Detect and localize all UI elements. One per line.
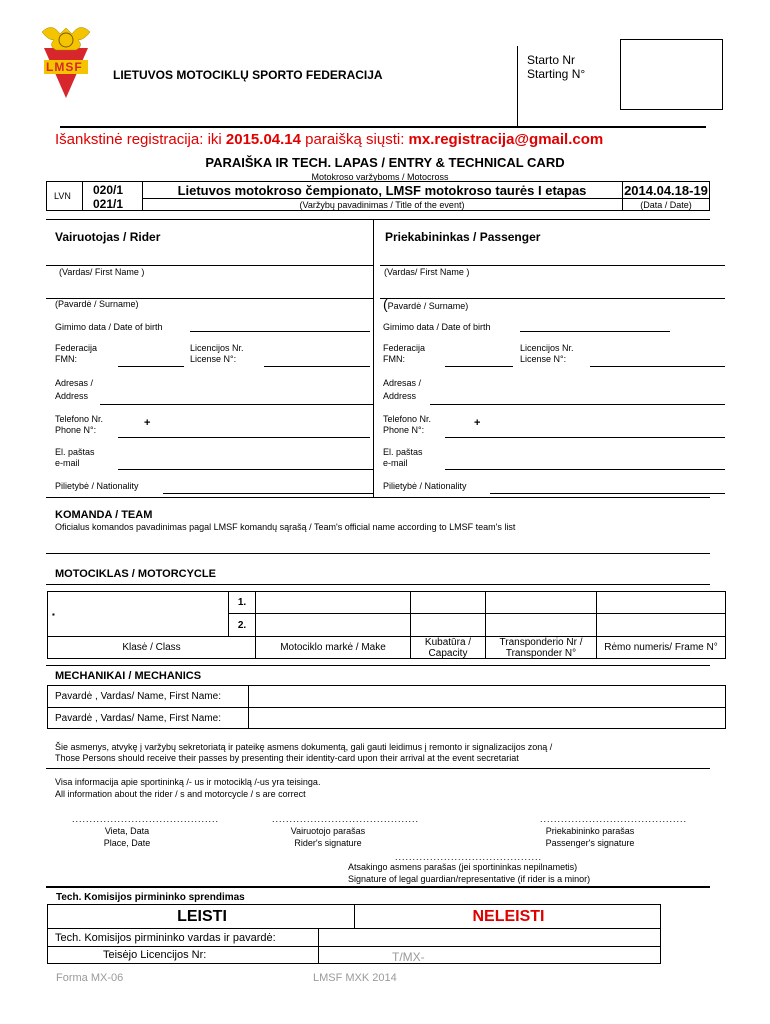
- passenger-heading: Priekabininkas / Passenger: [385, 230, 541, 244]
- guardian-signature-line[interactable]: ..........................................: [395, 852, 543, 862]
- passenger-surname-text: Pavardė / Surname): [387, 301, 469, 311]
- rider-first-name-field[interactable]: [46, 253, 373, 266]
- rider-phone-field[interactable]: [118, 426, 370, 438]
- transponder-cell-1[interactable]: [485, 591, 597, 614]
- rider-address-en: Address: [55, 391, 89, 401]
- passenger-phone-lt: Telefono Nr.: [383, 414, 432, 424]
- commission-table: [47, 904, 661, 964]
- passenger-address-lt: Adresas /: [383, 378, 422, 388]
- registration-middle: paraišką siųsti:: [300, 131, 409, 148]
- rider-address-lt: Adresas /: [55, 378, 94, 388]
- form-subtitle: Motokroso varžyboms / Motocross: [311, 172, 449, 182]
- passenger-nationality-field[interactable]: [490, 482, 725, 494]
- allow-label: LEISTI: [177, 908, 227, 925]
- logo-text: LMSF: [46, 60, 83, 74]
- commission-heading: Tech. Komisijos pirmininko sprendimas: [56, 892, 245, 903]
- rider-surname-field[interactable]: [46, 286, 373, 299]
- place-date-line[interactable]: ..........................................: [72, 814, 220, 824]
- event-date-caption: (Data / Date): [640, 200, 692, 210]
- form-title: PARAIŠKA IR TECH. LAPAS / ENTRY & TECHNICAL CARD: [205, 155, 565, 170]
- rider-address-field[interactable]: [100, 393, 373, 405]
- rider-signature-label: [268, 825, 388, 849]
- starting-number-box[interactable]: [620, 39, 723, 110]
- rider-federation-field[interactable]: [118, 355, 184, 367]
- passenger-license-lt: Licencijos Nr.: [520, 343, 574, 353]
- event-class-1: 020/1: [93, 183, 124, 197]
- form-number: Forma MX-06: [56, 972, 124, 984]
- passenger-nationality-label: Pilietybė / Nationality: [383, 481, 467, 491]
- column-capacity: Kubatūra / Capacity: [410, 636, 486, 659]
- passenger-email-label: [383, 447, 423, 469]
- rider-federation-label: [55, 343, 97, 365]
- passenger-sign-en: Passenger's signature: [545, 838, 635, 848]
- rider-license-field[interactable]: [264, 355, 370, 367]
- passenger-sign-lt: Priekabininko parašas: [545, 826, 635, 836]
- footer-code: LMSF MXK 2014: [313, 972, 397, 984]
- mechanic-1-field[interactable]: [248, 685, 726, 708]
- motorcycle-table: [47, 591, 726, 659]
- capacity-cell-2[interactable]: [410, 613, 486, 637]
- passenger-phone-plus: +: [474, 417, 481, 429]
- chair-name-label: Tech. Komisijos pirmininko vardas ir pavardė:: [55, 932, 276, 944]
- deny-label: NELEISTI: [472, 908, 545, 925]
- frame-cell-1[interactable]: [596, 591, 726, 614]
- passenger-license-en: License N°:: [520, 354, 567, 364]
- event-class-2: 021/1: [93, 197, 124, 211]
- rider-email-lt: El. paštas: [55, 447, 95, 457]
- judge-license-prefix: T/MX-: [392, 950, 425, 964]
- rider-first-name-label: (Vardas/ First Name ): [59, 267, 145, 277]
- row-number-2: 2.: [228, 613, 256, 637]
- passenger-license-field[interactable]: [590, 355, 725, 367]
- passenger-email-en: e-mail: [383, 458, 408, 468]
- judge-license-label-cell: [47, 946, 319, 964]
- passenger-address-en: Address: [383, 391, 417, 401]
- deny-option[interactable]: [354, 904, 661, 929]
- class-bullet: ▪: [52, 609, 55, 619]
- rider-phone-en: Phone N°:: [55, 425, 97, 435]
- passenger-address-field[interactable]: [430, 393, 725, 405]
- federation-name: LIETUVOS MOTOCIKLŲ SPORTO FEDERACIJA: [113, 68, 383, 82]
- rider-federation-en: FMN:: [55, 354, 77, 364]
- chair-name-field[interactable]: [318, 928, 661, 947]
- rider-surname-label: (Pavardė / Surname): [55, 299, 139, 309]
- event-date: 2014.04.18-19: [624, 183, 708, 198]
- rider-license-lt: Licencijos Nr.: [190, 343, 244, 353]
- rider-email-field[interactable]: [118, 458, 373, 470]
- judge-license-label: Teisėjo Licencijos Nr:: [103, 949, 207, 961]
- rider-phone-lt: Telefono Nr.: [55, 414, 104, 424]
- class-cell-top[interactable]: [47, 591, 229, 637]
- rider-nationality-field[interactable]: [163, 482, 373, 494]
- passenger-address-label: [383, 377, 421, 403]
- capacity-cell-1[interactable]: [410, 591, 486, 614]
- frame-cell-2[interactable]: [596, 613, 726, 637]
- mechanics-table: [47, 685, 726, 729]
- place-en: Place, Date: [103, 838, 151, 848]
- passenger-signature-line[interactable]: ..........................................: [540, 814, 688, 824]
- declaration-lt: Visa informacija apie sportininką /- us ir motociklą /-us yra teisinga.: [55, 777, 321, 787]
- registration-notice: [55, 131, 603, 148]
- team-name-field[interactable]: [46, 541, 710, 554]
- rider-address-label: [55, 377, 93, 403]
- lvn-label: LVN: [54, 191, 71, 201]
- event-name: Lietuvos motokroso čempionato, LMSF motokroso taurės I etapas: [177, 183, 587, 198]
- starting-number-label-en: Starting N°: [527, 67, 586, 81]
- column-class: Klasė / Class: [47, 636, 256, 659]
- passenger-birth-field[interactable]: [520, 320, 670, 332]
- passenger-birth-label: Gimimo data / Date of birth: [383, 322, 491, 332]
- rider-sign-en: Rider's signature: [294, 838, 362, 848]
- mechanics-heading: MECHANIKAI / MECHANICS: [55, 670, 202, 682]
- mechanic-1-label: Pavardė , Vardas/ Name, First Name:: [47, 685, 249, 708]
- mechanic-2-label: Pavardė , Vardas/ Name, First Name:: [47, 707, 249, 729]
- passenger-federation-field[interactable]: [445, 355, 513, 367]
- place-date-label: [72, 825, 182, 849]
- rider-federation-lt: Federacija: [55, 343, 98, 353]
- passenger-federation-label: [383, 343, 425, 365]
- registration-email: mx.registracija@gmail.com: [408, 131, 604, 148]
- passenger-first-name-field[interactable]: [380, 253, 725, 266]
- passenger-phone-label: [383, 414, 431, 436]
- column-make: Motociklo markė / Make: [255, 636, 411, 659]
- passenger-phone-field[interactable]: [445, 426, 725, 438]
- rider-phone-label: [55, 414, 103, 436]
- rider-birth-field[interactable]: [190, 320, 370, 332]
- make-cell-1[interactable]: [255, 591, 411, 614]
- passenger-federation-en: FMN:: [383, 354, 405, 364]
- mechanic-2-field[interactable]: [248, 707, 726, 729]
- motorcycle-heading: MOTOCIKLAS / MOTORCYCLE: [55, 568, 216, 580]
- make-cell-2[interactable]: [255, 613, 411, 637]
- rider-license-en: License N°:: [190, 354, 237, 364]
- passenger-license-label: [520, 343, 574, 365]
- passenger-surname-bracket: (: [383, 296, 388, 312]
- rider-birth-label: Gimimo data / Date of birth: [55, 322, 163, 332]
- notice-lt: Šie asmenys, atvykę į varžybų sekretoriatą ir pateikę asmens dokumentą, gali gauti leidimus į remonto ir signalizacijos zoną /: [55, 742, 553, 752]
- passenger-surname-label: [383, 296, 468, 312]
- rider-sign-lt: Vairuotojo parašas: [290, 826, 366, 836]
- chair-name-label-cell: [47, 928, 319, 947]
- column-frame: Rėmo numeris/ Frame N°: [596, 636, 726, 659]
- rider-heading: Vairuotojas / Rider: [55, 230, 161, 244]
- event-name-caption: (Varžybų pavadinimas / Title of the event): [299, 200, 465, 210]
- rider-nationality-label: Pilietybė / Nationality: [55, 481, 139, 491]
- place-lt: Vieta, Data: [104, 826, 150, 836]
- notice-en: Those Persons should receive their passes by presenting their identity-card upon their arrival at the event secretariat: [55, 753, 519, 763]
- declaration-en: All information about the rider / s and motorcycle / s are correct: [55, 789, 306, 799]
- guardian-signature-lt: Atsakingo asmens parašas (jei sportininkas nepilnametis): [348, 862, 578, 872]
- lmsf-logo: [38, 18, 94, 102]
- passenger-email-lt: El. paštas: [383, 447, 423, 457]
- passenger-phone-en: Phone N°:: [383, 425, 425, 435]
- row-number-1: 1.: [228, 591, 256, 614]
- column-transponder: Transponderio Nr / Transponder N°: [485, 636, 597, 659]
- passenger-first-name-label: (Vardas/ First Name ): [384, 267, 470, 277]
- transponder-cell-2[interactable]: [485, 613, 597, 637]
- passenger-federation-lt: Federacija: [383, 343, 426, 353]
- rider-email-en: e-mail: [55, 458, 80, 468]
- rider-phone-plus: +: [144, 417, 151, 429]
- team-heading: KOMANDA / TEAM: [55, 509, 153, 521]
- registration-prefix: Išankstinė registracija: iki: [55, 131, 226, 148]
- starting-number-label-lt: Starto Nr: [527, 53, 576, 67]
- guardian-signature-en: Signature of legal guardian/representative (if rider is a minor): [348, 874, 591, 884]
- allow-option[interactable]: [47, 904, 355, 929]
- rider-email-label: [55, 447, 95, 469]
- rider-license-label: [190, 343, 244, 365]
- registration-date: 2015.04.14: [225, 131, 301, 148]
- passenger-signature-label: [530, 825, 650, 849]
- team-description: Oficialus komandos pavadinimas pagal LMSF komandų sąrašą / Team's official name according to LMSF team's list: [55, 522, 516, 532]
- judge-license-field[interactable]: [318, 946, 661, 964]
- rider-signature-line[interactable]: ..........................................: [272, 814, 420, 824]
- passenger-email-field[interactable]: [445, 458, 725, 470]
